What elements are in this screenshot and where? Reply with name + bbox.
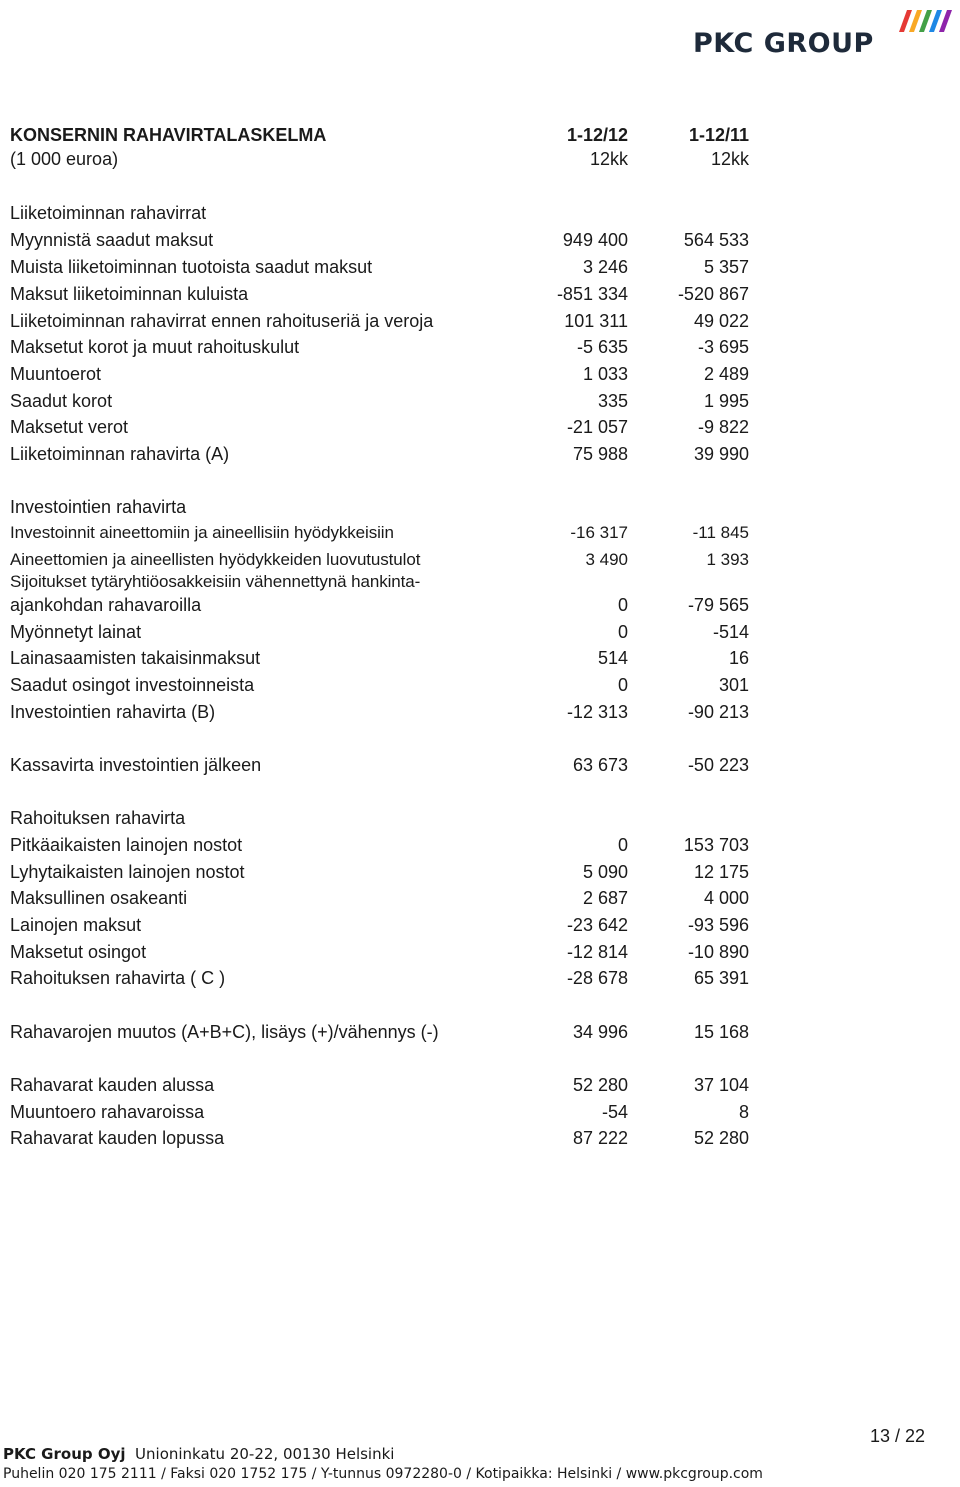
row-value-2011: 12 175: [693, 862, 749, 882]
row-value-2012: 1 033: [582, 364, 628, 384]
col2-months-header: 12kk: [710, 149, 749, 169]
row-value-2012: 0: [617, 675, 628, 695]
table-row: [10, 915, 750, 941]
row-value-2011: 52 280: [693, 1128, 749, 1148]
row-value-2011: -93 596: [687, 915, 749, 935]
logo-stripes-icon: [893, 8, 955, 32]
row-value-2011: 1 995: [703, 391, 749, 411]
row-value-2011: 4 000: [703, 888, 749, 908]
row-label: Maksut liiketoiminnan kuluista: [10, 284, 249, 304]
row-label: Rahavarojen muutos (A+B+C), lisäys (+)/vähennys (-): [10, 1022, 439, 1042]
table-row: [10, 888, 750, 914]
table-row: [10, 311, 750, 337]
table-row: [10, 230, 750, 256]
page-number: 13 / 22: [870, 1426, 926, 1446]
row-value-2011: -11 845: [692, 523, 749, 542]
row-value-2011: -90 213: [687, 702, 749, 722]
row-value-2011: -50 223: [687, 755, 749, 775]
row-label: Rahavarat kauden lopussa: [10, 1128, 225, 1148]
row-value-2011: 39 990: [693, 444, 749, 464]
row-value-2011: -3 695: [697, 337, 749, 357]
row-value-2012: 5 090: [582, 862, 628, 882]
row-value-2012: 34 996: [572, 1022, 628, 1042]
row-value-2011: 65 391: [693, 968, 749, 988]
row-label: Investointien rahavirta (B): [10, 702, 216, 722]
row-value-2012: 52 280: [572, 1075, 628, 1095]
row-value-2011: 37 104: [693, 1075, 749, 1095]
footer-company-line: [3, 1445, 394, 1463]
table-row: [10, 1075, 750, 1101]
row-label: Maksetut verot: [10, 417, 129, 437]
row-value-2011: 8: [738, 1102, 749, 1122]
table-row: [10, 1102, 750, 1128]
row-label: Saadut korot: [10, 391, 113, 411]
row-label: Muista liiketoiminnan tuotoista saadut maksut: [10, 257, 373, 277]
row-value-2012: -16 317: [570, 523, 628, 542]
table-row: [10, 675, 750, 701]
table-row: [10, 862, 750, 888]
row-label: Sijoitukset tytäryhtiöosakkeisiin vähennettynä hankinta-: [10, 572, 421, 591]
logo-stripe-1: [899, 10, 912, 32]
row-label: Maksetut korot ja muut rahoituskulut: [10, 337, 300, 357]
row-value-2012: 101 311: [564, 311, 628, 331]
row-value-2011: 1 393: [706, 550, 749, 569]
table-row: [10, 1128, 750, 1154]
table-row: [10, 968, 750, 994]
row-label: Pitkäaikaisten lainojen nostot: [10, 835, 243, 855]
row-value-2012: -12 313: [566, 702, 628, 722]
table-row: [10, 523, 750, 549]
row-value-2012: -851 334: [556, 284, 628, 304]
row-value-2011: 564 533: [683, 230, 749, 250]
row-value-2012: 0: [617, 622, 628, 642]
row-label: Liiketoiminnan rahavirrat ennen rahoituseriä ja veroja: [10, 311, 434, 331]
row-label: Kassavirta investointien jälkeen: [10, 755, 262, 775]
row-value-2012: -12 814: [566, 942, 628, 962]
row-value-2012: 63 673: [572, 755, 628, 775]
row-label: Rahavarat kauden alussa: [10, 1075, 215, 1095]
row-value-2012: 514: [597, 648, 628, 668]
row-value-2011: 15 168: [693, 1022, 749, 1042]
row-value-2011: 49 022: [693, 311, 749, 331]
row-label: Aineettomien ja aineellisten hyödykkeiden luovutustulot: [10, 550, 421, 569]
table-row: [10, 257, 750, 283]
logo-stripe-5: [939, 10, 952, 32]
table-row: [10, 595, 750, 621]
row-value-2012: -23 642: [566, 915, 628, 935]
row-value-2011: -9 822: [697, 417, 749, 437]
footer-address: Unioninkatu 20-22, 00130 Helsinki: [135, 1445, 395, 1463]
row-value-2011: 301: [718, 675, 749, 695]
table-row: [10, 622, 750, 648]
row-value-2012: -21 057: [566, 417, 628, 437]
table-row: [10, 337, 750, 363]
row-label: Lainojen maksut: [10, 915, 142, 935]
row-value-2012: -28 678: [566, 968, 628, 988]
statement-title: KONSERNIN RAHAVIRTALASKELMA: [10, 125, 327, 145]
table-row: [10, 391, 750, 417]
row-value-2011: 2 489: [703, 364, 749, 384]
row-value-2011: -514: [712, 622, 749, 642]
row-value-2012: 3 246: [582, 257, 628, 277]
col2-period-header: 1-12/11: [688, 125, 749, 145]
table-row: [10, 648, 750, 674]
row-value-2012: 3 490: [585, 550, 628, 569]
row-label: Liiketoiminnan rahavirta (A): [10, 444, 230, 464]
row-label: Rahoituksen rahavirta: [10, 808, 186, 828]
row-value-2012: 87 222: [572, 1128, 628, 1148]
row-value-2012: -54: [601, 1102, 628, 1122]
row-value-2011: -520 867: [677, 284, 749, 304]
row-label: Rahoituksen rahavirta ( C ): [10, 968, 226, 988]
row-value-2012: 2 687: [582, 888, 628, 908]
table-row: [10, 497, 750, 523]
table-row: [10, 1022, 750, 1048]
row-label: Maksetut osingot: [10, 942, 147, 962]
row-label: Muuntoerot: [10, 364, 102, 384]
row-value-2012: 0: [617, 835, 628, 855]
logo-stripe-2: [909, 10, 922, 32]
row-label: Muuntoero rahavaroissa: [10, 1102, 205, 1122]
row-label: Investoinnit aineettomiin ja aineellisiin hyödykkeisiin: [10, 523, 394, 542]
table-row: [10, 284, 750, 310]
row-label: Liiketoiminnan rahavirrat: [10, 203, 207, 223]
table-row: [10, 702, 750, 728]
row-label: Saadut osingot investoinneista: [10, 675, 255, 695]
row-value-2011: -10 890: [687, 942, 749, 962]
row-label: Investointien rahavirta: [10, 497, 187, 517]
row-value-2012: 335: [597, 391, 628, 411]
logo-text: PKC GROUP: [693, 28, 874, 59]
row-value-2011: -79 565: [687, 595, 749, 615]
footer-company: PKC Group Oyj: [3, 1445, 126, 1463]
row-label: Myynnistä saadut maksut: [10, 230, 214, 250]
row-label: Lainasaamisten takaisinmaksut: [10, 648, 261, 668]
table-row: [10, 835, 750, 861]
table-row: [10, 755, 750, 781]
table-row: [10, 417, 750, 443]
row-value-2011: 5 357: [703, 257, 749, 277]
row-value-2011: 153 703: [683, 835, 749, 855]
row-label: ajankohdan rahavaroilla: [10, 595, 202, 615]
footer-contact: Puhelin 020 175 2111 / Faksi 020 1752 175 / Y-tunnus 0972280-0 / Kotipaikka: Helsinki / www.pkcgroup.com: [3, 1466, 763, 1482]
statement-unit: (1 000 euroa): [10, 149, 119, 169]
row-value-2012: 75 988: [572, 444, 628, 464]
logo-stripe-3: [919, 10, 932, 32]
row-value-2012: 949 400: [562, 230, 628, 250]
row-label: Maksullinen osakeanti: [10, 888, 188, 908]
row-value-2012: -5 635: [576, 337, 628, 357]
col1-period-header: 1-12/12: [566, 125, 628, 145]
logo-stripe-4: [929, 10, 942, 32]
row-label: Myönnetyt lainat: [10, 622, 142, 642]
company-logo: [693, 8, 953, 58]
table-row: [10, 808, 750, 834]
row-value-2011: 16: [728, 648, 749, 668]
row-label: Lyhytaikaisten lainojen nostot: [10, 862, 245, 882]
table-row: [10, 203, 750, 229]
col1-months-header: 12kk: [589, 149, 628, 169]
table-row: [10, 942, 750, 968]
table-row: [10, 444, 750, 470]
row-value-2012: 0: [617, 595, 628, 615]
table-row: [10, 364, 750, 390]
